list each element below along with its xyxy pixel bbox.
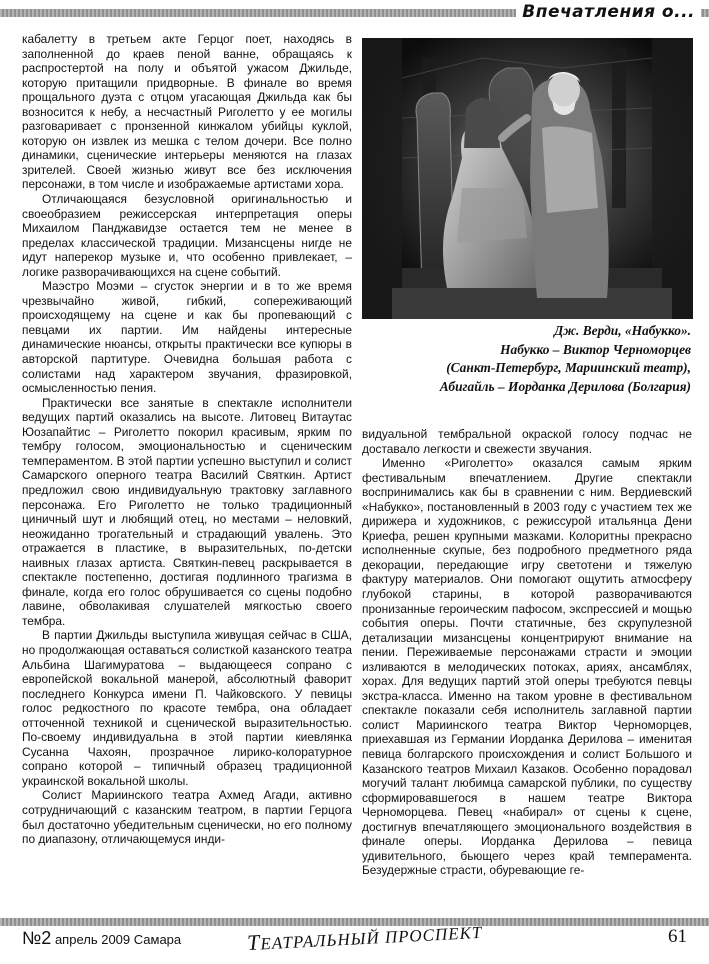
caption-line: Набукко – Виктор Черноморцев [500, 341, 691, 357]
paragraph: видуальной тембральной окраской голосу подчас не доставало легкости и свежести звучания. [362, 427, 692, 456]
paragraph: Практически все занятые в спектакле исполнители ведущих партий оказались на высоте. Литовец Витаутас Юозапайтис – Риголетто покорил красивым, ярким по тембру голосом, эмоциональностью и сценическим темпераментом. В этой партии успешно выступил и солист Самарского оперного театра Василий Святкин. Артист предложил свою индивидуальную трактовку заглавного персонажа. Его Риголетто не только традиционный циничный шут и любящий отец, но местами – неловкий, неожиданно трогательный и страдающий увалень. Это отражается в пластике, в выразительных, по-детски наивных глазах артиста. Святкин-певец раскрывается в спектакле постепенно, достигая подлинного трагизма в финале, когда его голос обрушивается со сцены подобно лавине, обволакивая слушателей мягкостью своего тембра. [22, 395, 352, 628]
issue-info [22, 928, 181, 950]
section-title: Впечатления о... [516, 0, 701, 24]
issue-number: №2 [22, 928, 52, 948]
caption-line: Дж. Верди, «Набукко». [554, 323, 691, 338]
paragraph: В партии Джильды выступила живущая сейчас в США, но продолжающая оставаться солисткой казанского театра Альбина Шагимуратова – выдающееся сопрано с европейской вокальной манерой, абсолютный фаворит последнего Конкурса имени П. Чайковского. У певицы голос редкостного по красоте тембра, она обладает отточенной техникой и сценической выразительностью. По-своему индивидуальна в этой партии киевлянка Сусанна Чахоян, прозрачное лирико-колоратурное сопрано которой – типичный образец традиционной украинской вокальной школы. [22, 628, 352, 788]
issue-date: апрель 2009 Самара [54, 932, 182, 947]
photo-illustration [362, 38, 693, 319]
caption-line: (Санкт-Петербург, Мариинский театр), [446, 360, 691, 376]
paragraph: Отличающаяся безусловной оригинальностью и своеобразием режиссерская интерпретация оперы Михаилом Панджавидзе остается тем не менее в пределах классической традиции. Мизансцены нигде не идут наперекор музыке и, что особенно привлекает, – логике разворачивающихся на сцене событий. [22, 192, 352, 279]
logo-initial: Т [246, 929, 262, 956]
opera-photo [362, 38, 693, 319]
page-number: 61 [668, 926, 687, 947]
photo-caption [362, 322, 691, 396]
logo-text: ЕАТРАЛЬНЫЙ ПРОСПЕКТ [259, 922, 483, 954]
left-column [22, 32, 352, 847]
paragraph: Солист Мариинского театра Ахмед Агади, активно сотрудничающий с казанским театром, в партии Герцога был достаточно убедительным сценически, но его полному по диапазону, отличающемуся инди- [22, 788, 352, 847]
paragraph: кабалетту в третьем акте Герцог поет, находясь в заполненной до краев пеной ванне, обращаясь к распростертой на полу и объятой ужасом Джильде, которую притащили придворные. В финале во время прощального дуэта с отцом угасающая Джильда как бы возносится к небу, а несчастный Риголетто у ее могилы разговаривает с пронзенной кинжалом убийцы куклой, которую он извлек из мешка с телом дочери. Все полно динамики, сценические интерьеры меняются на глазах зрителей. Своей жизнью живут все без исключения персонажи, в том числе и изображаемые артистами хора. [22, 32, 352, 192]
right-column [362, 427, 692, 878]
paragraph: Маэстро Моэми – сгусток энергии и в то же время чрезвычайно живой, гибкий, сопереживающий происходящему на сцене и как бы пропевающий с певцами их партии. Им найдены интересные динамические нюансы, открыты практически все купюры в авторской партитуре. Очевидна большая работа с солистами над характером звучания, фразировкой, осмысленностью пения. [22, 279, 352, 396]
caption-line: Абигайль – Иорданка Дерилова (Болгария) [439, 378, 691, 394]
paragraph: Именно «Риголетто» оказался самым ярким фестивальным впечатлением. Другие спектакли воспринимались как бы в сравнении с ним. Вердиевский «Набукко», постановленный в 2003 году с участием тех же дирижера и художников, с режиссурой итальянца Дени Криефа, решен крупными мазками. Колоритны прекрасно исполненные скупые, без подробного предметного ряда декорации, передающие игру светотени и тяжелую фактуру материалов. Они помогают ощутить атмосферу глубокой старины, в которой разворачиваются пронизанные героическим пафосом, экспрессией и мощью события оперы. Почти статичные, без скрупулезной детализации мизансцены концентрируют внимание на пении. Переживаемые персонажами страсти и эмоции изливаются в мелодических потоках, ариях, ансамблях, хорах. Для ведущих партий этой оперы требуются певцы экстра-класса. Именно на таком уровне в фестивальном спектакле показали себя исполнитель заглавной партии солист Мариинского театра Виктор Черноморцев, приехавшая из Германии Иорданка Дерилова – именитая певица болгарского происхождения и солист Большого и Казанского театров Михаил Казаков. Особенно порадовал могучий талант любимца самарской публики, по существу сформировавшегося в нашем театре Виктора Черноморцева. Певец «набирал» от сцены к сцене, достигнув впечатляющего эмоционального воздействия в финале оперы. Иорданка Дерилова – певица удивительного, бьющего через край темперамента. Безудержные страсти, обуревающие ге- [362, 456, 692, 878]
page-header [0, 0, 709, 26]
